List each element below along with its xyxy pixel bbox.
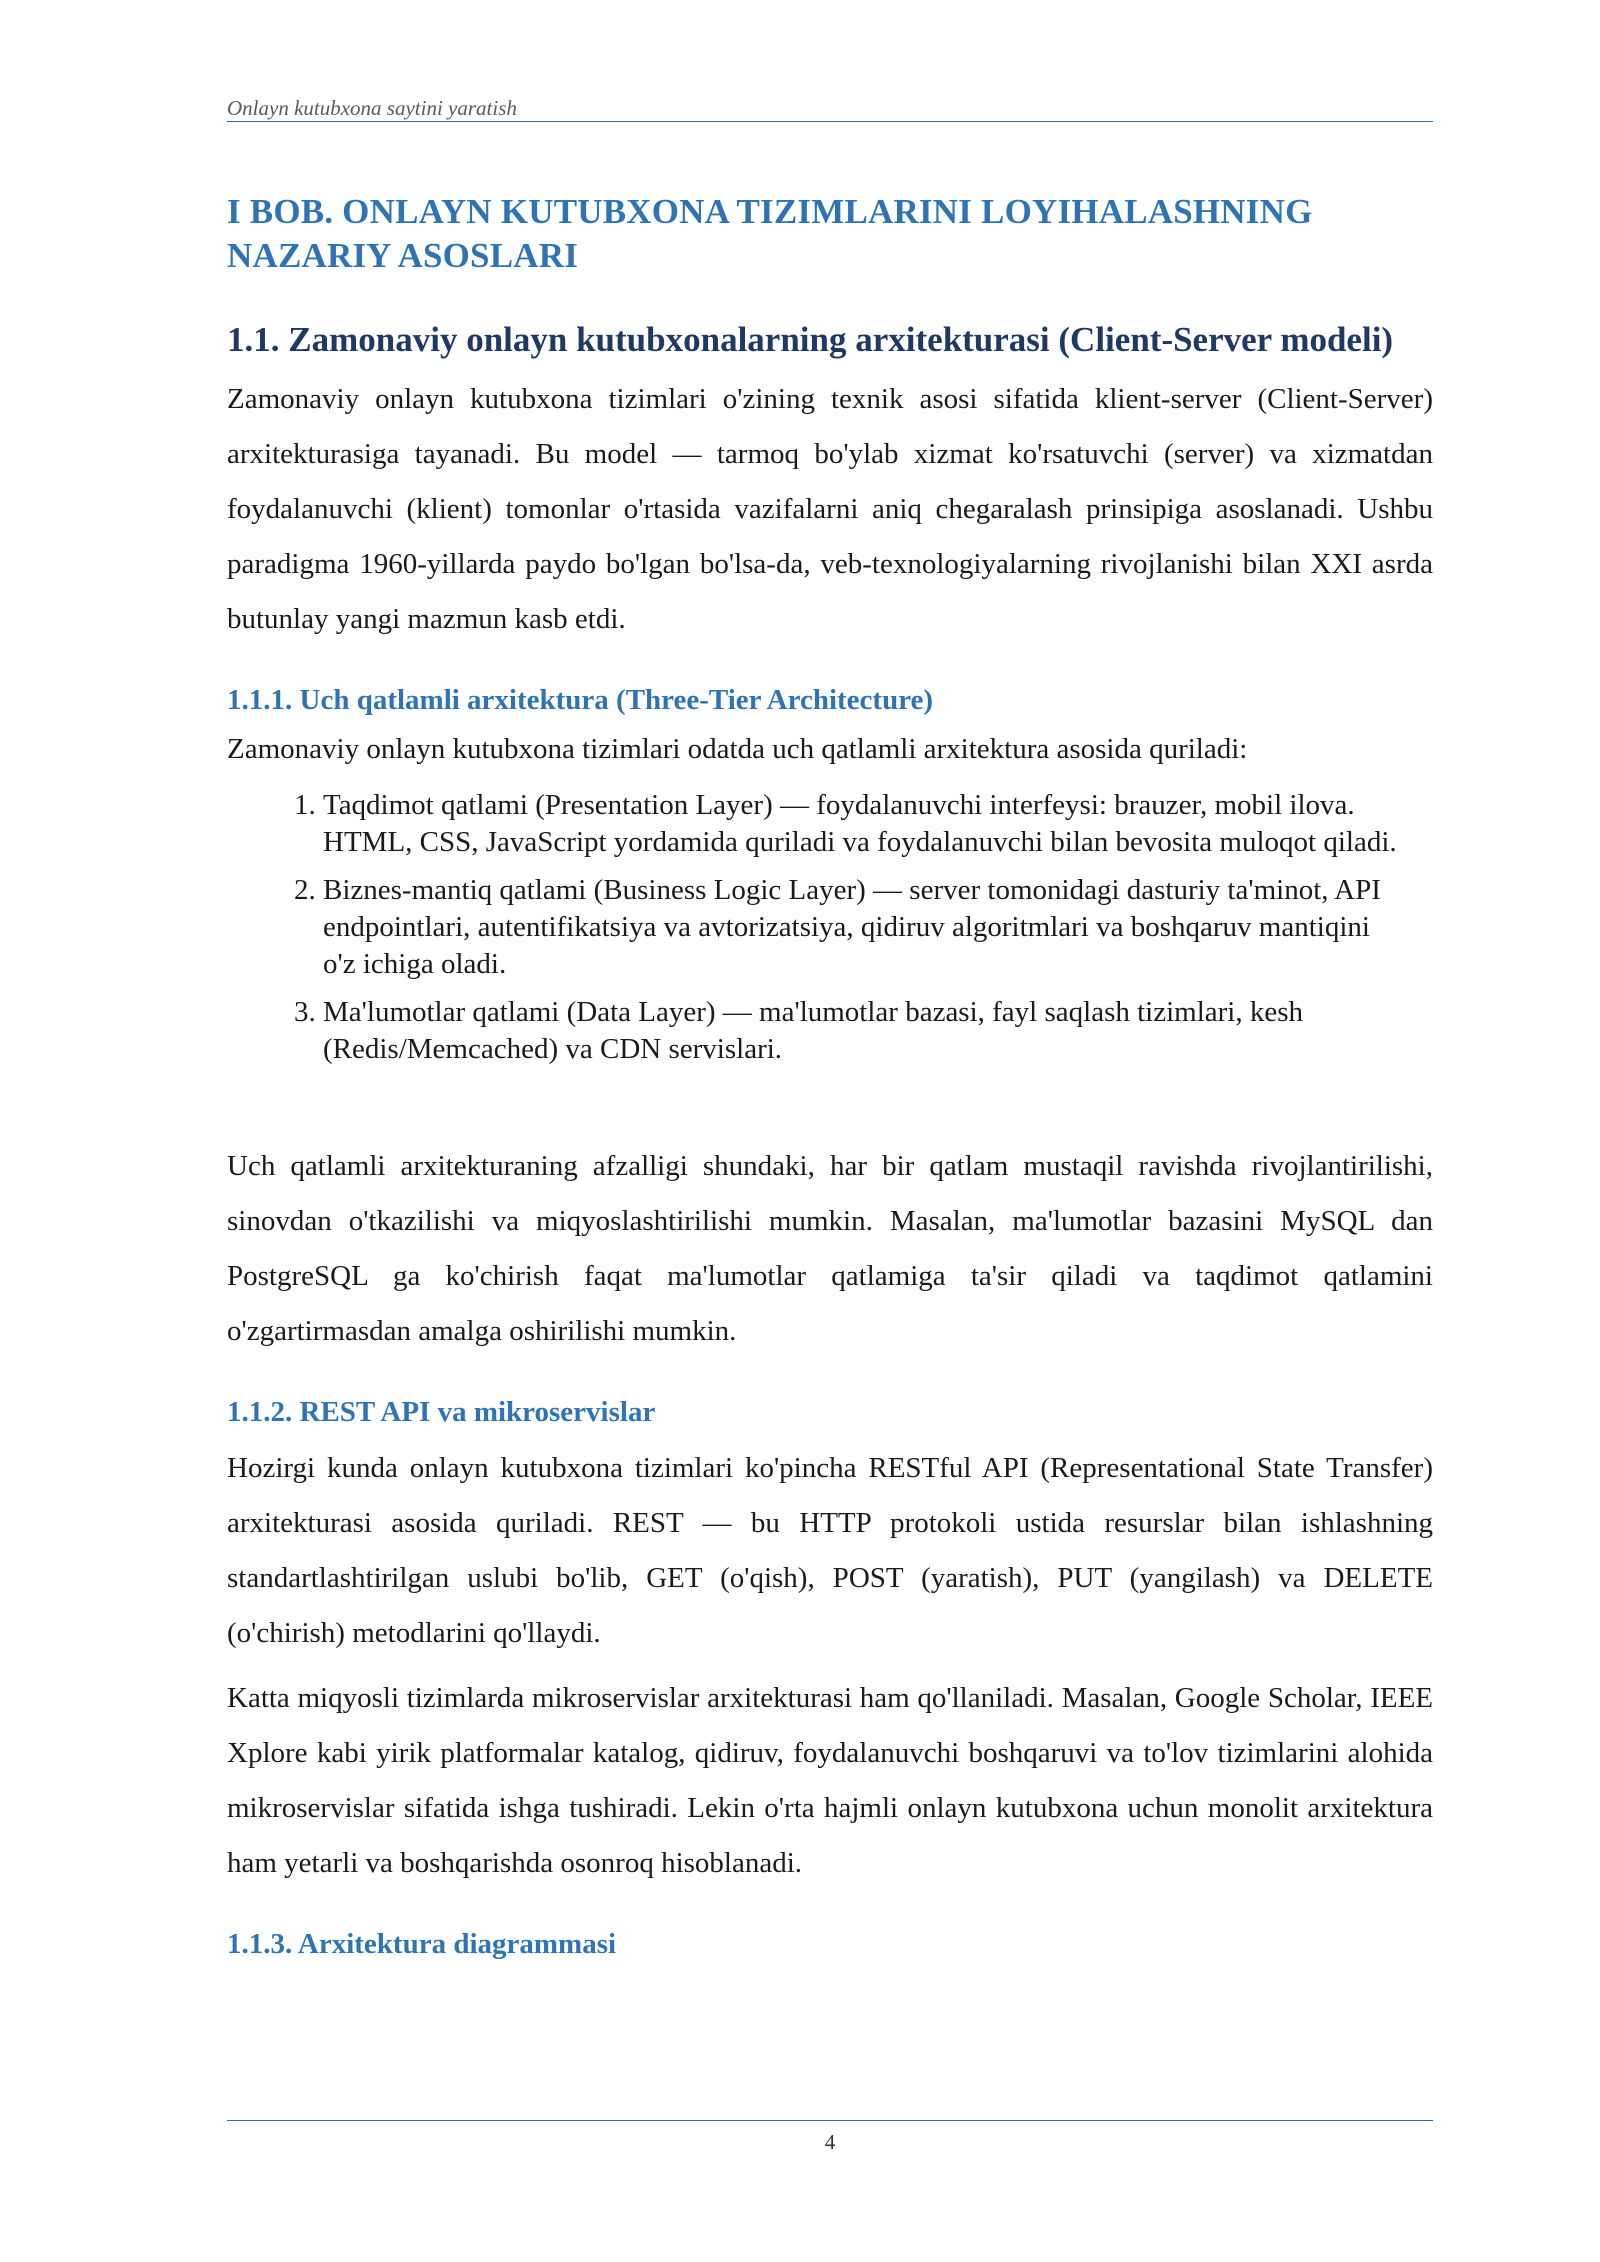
running-header: Onlayn kutubxona saytini yaratish xyxy=(227,96,517,120)
list-item: 3. Ma'lumotlar qatlami (Data Layer) — ma'lumotlar bazasi, fayl saqlash tizimlari, kesh (Redis/Memcached) va CDN servislari. xyxy=(323,994,1403,1068)
page-content xyxy=(227,190,1433,1963)
section-1-1-title: 1.1. Zamonaviy onlayn kutubxonalarning arxitekturasi (Client-Server modeli) xyxy=(227,320,1394,359)
section-1-1-2-paragraph-1: Hozirgi kunda onlayn kutubxona tizimlari ko'pincha RESTful API (Representational State Transfer) arxitekturasi asosida quriladi. REST — bu HTTP protokoli ustida resurslar bilan ishlashning standartlashtirilgan uslubi bo'lib, GET (o'qish), POST (yaratish), PUT (yangilash) va DELETE (o'chirish) metodlarini qo'llaydi. xyxy=(227,1452,1433,1649)
list-item: 1. Taqdimot qatlami (Presentation Layer) — foydalanuvchi interfeysi: brauzer, mobil ilova. HTML, CSS, JavaScript yordamida quriladi va foydalanuvchi bilan bevosita muloqot qiladi. xyxy=(323,787,1403,861)
section-1-1-2-title: 1.1.2. REST API va mikroservislar xyxy=(227,1396,656,1428)
section-1-1-1-paragraph: Uch qatlamli arxitekturaning afzalligi shundaki, har bir qatlam mustaqil ravishda rivojlantirilishi, sinovdan o'tkazilishi va miqyoslashtirilishi mumkin. Masalan, ma'lumotlar bazasini MySQL dan PostgreSQL ga ko'chirish faqat ma'lumotlar qatlamiga ta'sir qiladi va taqdimot qatlamini o'zgartirmasdan amalga oshirilishi mumkin. xyxy=(227,1150,1433,1347)
chapter-title: I BOB. ONLAYN KUTUBXONA TIZIMLARINI LOYIHALASHNING NAZARIY ASOSLARI xyxy=(227,192,1313,275)
footer-rule xyxy=(227,2120,1433,2121)
page-number: 4 xyxy=(824,2130,836,2154)
section-1-1-3-title: 1.1.3. Arxitektura diagrammasi xyxy=(227,1928,617,1960)
layers-list xyxy=(227,787,1433,1068)
section-1-1-1-intro: Zamonaviy onlayn kutubxona tizimlari odatda uch qatlamli arxitektura asosida quriladi: xyxy=(227,733,1248,765)
list-item: 2. Biznes-mantiq qatlami (Business Logic Layer) — server tomonidagi dasturiy ta'minot, API endpointlari, autentifikatsiya va avtorizatsiya, qidiruv algoritmlari va boshqaruv mantiqini o'z ichiga oladi. xyxy=(323,872,1403,983)
section-1-1-1-title: 1.1.1. Uch qatlamli arxitektura (Three-Tier Architecture) xyxy=(227,684,934,716)
document-page xyxy=(227,0,1433,2262)
section-1-1-2-paragraph-2: Katta miqyosli tizimlarda mikroservislar arxitekturasi ham qo'llaniladi. Masalan, Google Scholar, IEEE Xplore kabi yirik platformalar katalog, qidiruv, foydalanuvchi boshqaruvi va to'lov tizimlarini alohida mikroservislar sifatida ishga tushiradi. Lekin o'rta hajmli onlayn kutubxona uchun monolit arxitektura ham yetarli va boshqarishda osonroq hisoblanadi. xyxy=(227,1682,1433,1879)
spacer xyxy=(227,1079,1433,1127)
section-1-1-paragraph: Zamonaviy onlayn kutubxona tizimlari o'zining texnik asosi sifatida klient-server (Client-Server) arxitekturasiga tayanadi. Bu model — tarmoq bo'ylab xizmat ko'rsatuvchi (server) va xizmatdan foydalanuvchi (klient) tomonlar o'rtasida vazifalarni aniq chegaralash prinsipiga asoslanadi. Ushbu paradigma 1960-yillarda paydo bo'lgan bo'lsa-da, veb-texnologiyalarning rivojlanishi bilan XXI asrda butunlay yangi mazmun kasb etdi. xyxy=(227,383,1433,635)
header-rule xyxy=(227,121,1433,122)
